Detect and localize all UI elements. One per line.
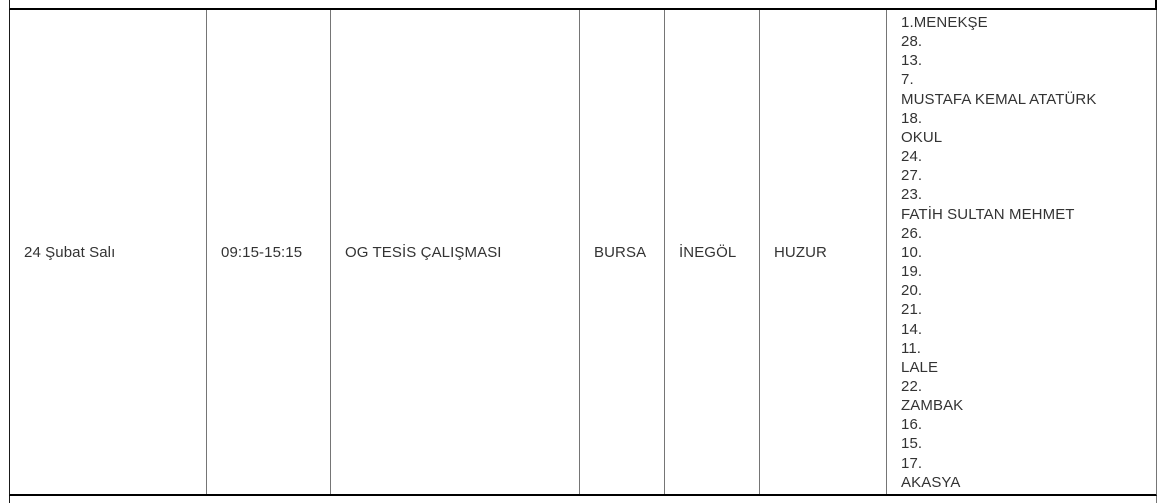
- street-line: 21.: [901, 301, 923, 319]
- street-line: 18.: [901, 109, 923, 127]
- table-row: [9, 10, 1157, 496]
- street-line: 11.: [901, 339, 922, 357]
- cell-date: 24 Şubat Salı: [10, 10, 207, 494]
- street-line: 1.MENEKŞE: [901, 14, 988, 31]
- cell-work-type: OG TESİS ÇALIŞMASI: [331, 10, 580, 494]
- street-line: 19.: [901, 263, 923, 281]
- outage-schedule-table: [9, 0, 1157, 503]
- street-line: 20.: [901, 282, 923, 300]
- street-line: 14.: [901, 320, 923, 338]
- street-line: 26.: [901, 224, 923, 242]
- table-row-previous-partial: [9, 0, 1157, 10]
- street-line: 15.: [901, 435, 923, 453]
- street-line: FATİH SULTAN MEHMET: [901, 205, 1075, 223]
- table-row-next-partial: [9, 496, 1157, 503]
- cell-streets-list: [887, 10, 1156, 494]
- street-line: 10.: [901, 243, 923, 261]
- street-line: 7.: [901, 71, 914, 89]
- street-line: ZAMBAK: [901, 397, 964, 415]
- cell-time-range: 09:15-15:15: [207, 10, 331, 494]
- street-line: 23.: [901, 186, 923, 204]
- street-line: 13.: [901, 52, 923, 70]
- street-line: 17.: [901, 454, 923, 472]
- street-line: 24.: [901, 148, 923, 166]
- street-line: MUSTAFA KEMAL ATATÜRK: [901, 90, 1097, 108]
- street-line: 28.: [901, 33, 923, 51]
- cell-neighborhood: HUZUR: [760, 10, 887, 494]
- cell-city: BURSA: [580, 10, 665, 494]
- cell-district: İNEGÖL: [665, 10, 760, 494]
- street-line: 22.: [901, 377, 923, 395]
- street-line: OKUL: [901, 128, 943, 146]
- street-line: 27.: [901, 167, 923, 185]
- street-line: AKASYA: [901, 473, 961, 491]
- street-line: 16.: [901, 416, 923, 434]
- street-line: LALE: [901, 358, 939, 376]
